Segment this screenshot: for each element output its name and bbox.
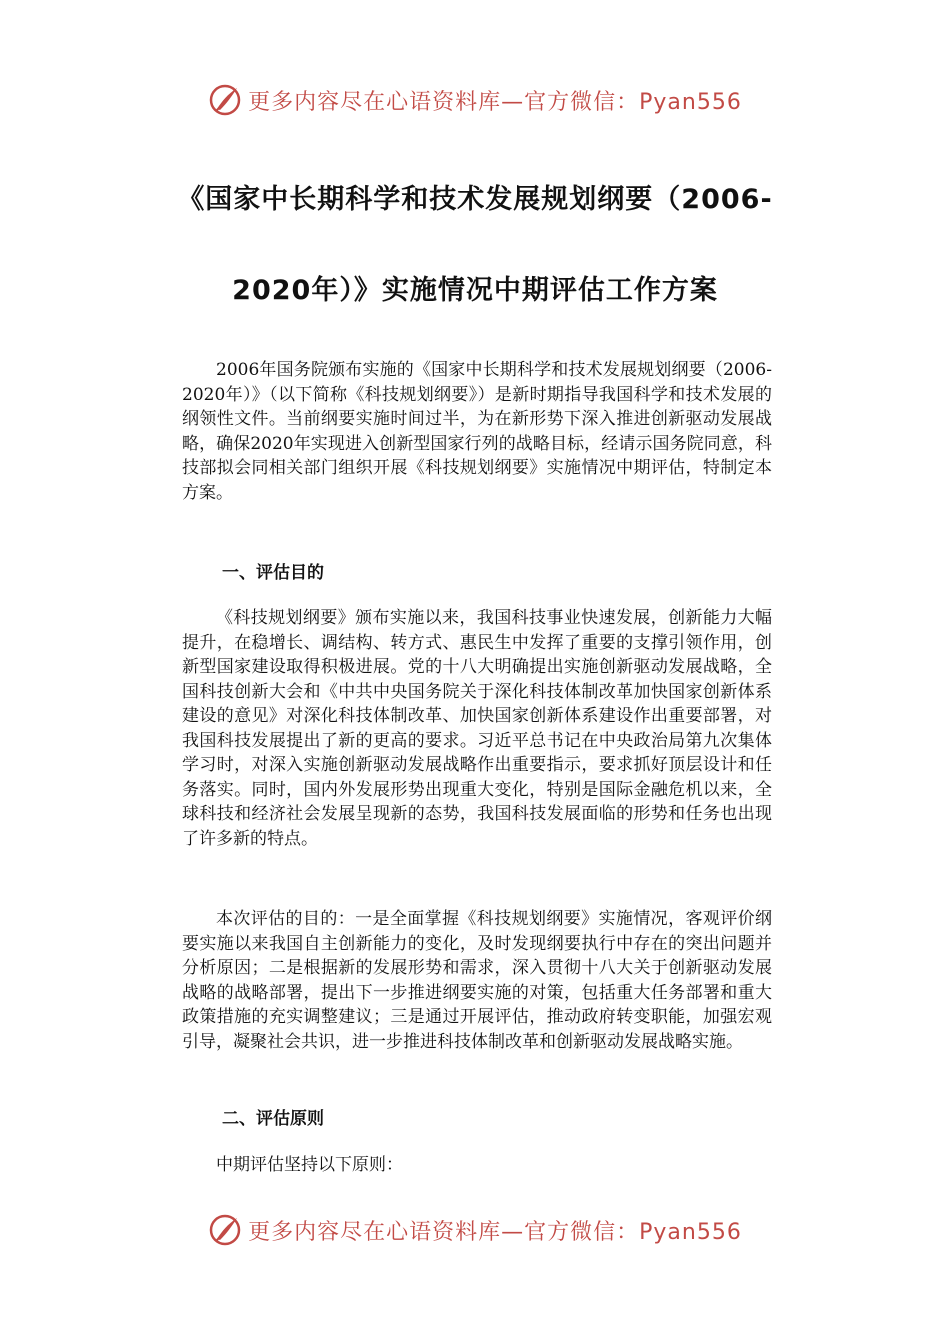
document-title-line2: 2020年）》实施情况中期评估工作方案 <box>232 275 718 306</box>
intro-paragraph: 2006年国务院颁布实施的《国家中长期科学和技术发展规划纲要（2006-2020年）》（以下简称《科技规划纲要》）是新时期指导我国科学和技术发展的纲领性文件。当前纲要实施时间过半，为在新形势下深入推进创新驱动发展战略，确保2020年实现进入创新型国家行列的战略目标，经请示国务院同意，科技部拟会同相关部门组织开展《科技规划纲要》实施情况中期评估，特制定本方案。 <box>182 360 772 503</box>
quill-seal-icon <box>208 83 242 117</box>
section1-paragraph-2: 本次评估的目的：一是全面掌握《科技规划纲要》实施情况，客观评价纲要实施以来我国自主创新能力的变化，及时发现纲要执行中存在的突出问题并分析原因；二是根据新的发展形势和需求，深入贯彻十八大关于创新驱动发展战略的战略部署，提出下一步推进纲要实施的对策，包括重大任务部署和重大政策措施的充实调整建议；三是通过开展评估，推动政府转变职能，加强宏观引导，凝聚社会共识，进一步推进科技体制改革和创新驱动发展战略实施。 <box>182 909 772 1052</box>
section-heading-purpose: 一、评估目的 <box>222 563 324 583</box>
quill-seal-icon <box>208 1213 242 1247</box>
banner-text: 更多内容尽在心语资料库—官方微信：Pyan556 <box>248 89 742 115</box>
footer-banner <box>0 1210 950 1250</box>
section2-paragraph-1: 中期评估坚持以下原则： <box>216 1155 403 1175</box>
section1-paragraph-1: 《科技规划纲要》颁布实施以来，我国科技事业快速发展，创新能力大幅提升，在稳增长、调结构、转方式、惠民生中发挥了重要的支撑引领作用，创新型国家建设取得积极进展。党的十八大明确提出实施创新驱动发展战略，全国科技创新大会和《中共中央国务院关于深化科技体制改革加快国家创新体系建设的意见》对深化科技体制改革、加快国家创新体系建设作出重要部署，对我国科技发展提出了新的更高的要求。习近平总书记在中央政治局第九次集体学习时，对深入实施创新驱动发展战略作出重要指示，要求抓好顶层设计和任务落实。同时，国内外发展形势出现重大变化，特别是国际金融危机以来，全球科技和经济社会发展呈现新的态势，我国科技发展面临的形势和任务也出现了许多新的特点。 <box>182 608 772 849</box>
document-title-line1: 《国家中长期科学和技术发展规划纲要（2006- <box>177 184 773 215</box>
header-banner <box>0 80 950 120</box>
section-heading-principles: 二、评估原则 <box>222 1109 324 1129</box>
banner-text: 更多内容尽在心语资料库—官方微信：Pyan556 <box>248 1219 742 1245</box>
